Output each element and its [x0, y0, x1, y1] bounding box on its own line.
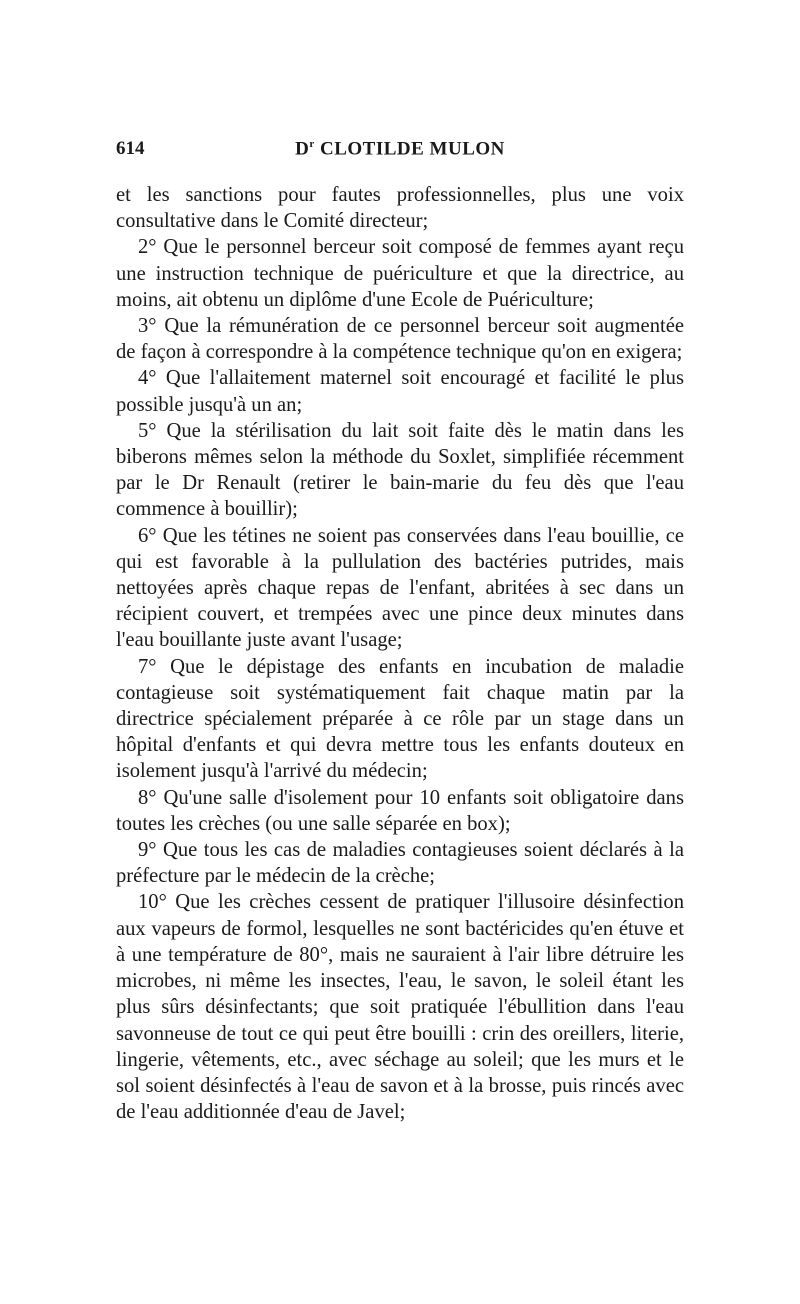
page-number: 614 [116, 138, 145, 159]
paragraph-continuation: et les sanctions pour fautes professionnelles, plus une voix consultative dans le Comité directeur; [116, 184, 684, 233]
paragraph-item-5: 5° Que la stérilisation du lait soit faite dès le matin dans les biberons mêmes selon la méthode du Soxlet, simplifiée récemment par le Dr Renault (retirer le bain-marie du feu dès que l'eau commence à bouillir); [116, 419, 684, 521]
paragraph-item-7: 7° Que le dépistage des enfants en incubation de maladie contagieuse soit systématiquement fait chaque matin par la directrice spécialement préparée à ce rôle par un stage dans un hôpital d'enfants et qui devra mettre tous les enfants douteux en isolement jusqu'à l'arrivé du médecin; [116, 655, 684, 783]
author-title-superscript: r [309, 138, 315, 150]
author-title-prefix: D [295, 138, 310, 160]
running-head [116, 138, 684, 160]
paragraph-item-2: 2° Que le personnel berceur soit composé de femmes ayant reçu une instruction technique de puériculture et que la directrice, au moins, ait obtenu un diplôme d'une Ecole de Puériculture; [116, 236, 684, 311]
paragraph-item-6: 6° Que les tétines ne soient pas conservées dans l'eau bouillie, ce qui est favorable à la pullulation des bactéries putrides, mais nettoyées après chaque repas de l'enfant, abritées à sec dans un récipient couvert, et trempées avec une pince deux minutes dans l'eau bouillante juste avant l'usage; [116, 524, 684, 652]
paragraph-item-9: 9° Que tous les cas de maladies contagieuses soient déclarés à la préfecture par le médecin de la crèche; [116, 839, 684, 888]
paragraph-item-3: 3° Que la rémunération de ce personnel berceur soit augmentée de façon à correspondre à la compétence technique qu'on en exigera; [116, 315, 684, 364]
book-page [116, 138, 684, 1125]
running-title [116, 138, 684, 160]
paragraph-item-4: 4° Que l'allaitement maternel soit encouragé et facilité le plus possible jusqu'à un an; [116, 367, 684, 416]
body-text [116, 182, 684, 1125]
paragraph-item-10: 10° Que les crèches cessent de pratiquer l'illusoire désinfection aux vapeurs de formol, lesquelles ne sont bactéricides qu'en étuve et à une température de 80°, mais ne sauraient à l'air libre détruire les microbes, ni même les insectes, l'eau, le savon, le soleil étant les plus sûrs désinfectants; que soit pratiquée l'ébullition dans l'eau savonneuse de tout ce qui peut être bouilli : crin des oreillers, literie, lingerie, vêtements, etc., avec séchage au soleil; que les murs et le sol soient désinfectés à l'eau de savon et à la brosse, puis rincés avec de l'eau additionnée d'eau de Javel; [116, 891, 684, 1124]
paragraph-item-8: 8° Qu'une salle d'isolement pour 10 enfants soit obligatoire dans toutes les crèches (ou une salle séparée en box); [116, 786, 684, 835]
author-name: CLOTILDE MULON [314, 138, 505, 160]
